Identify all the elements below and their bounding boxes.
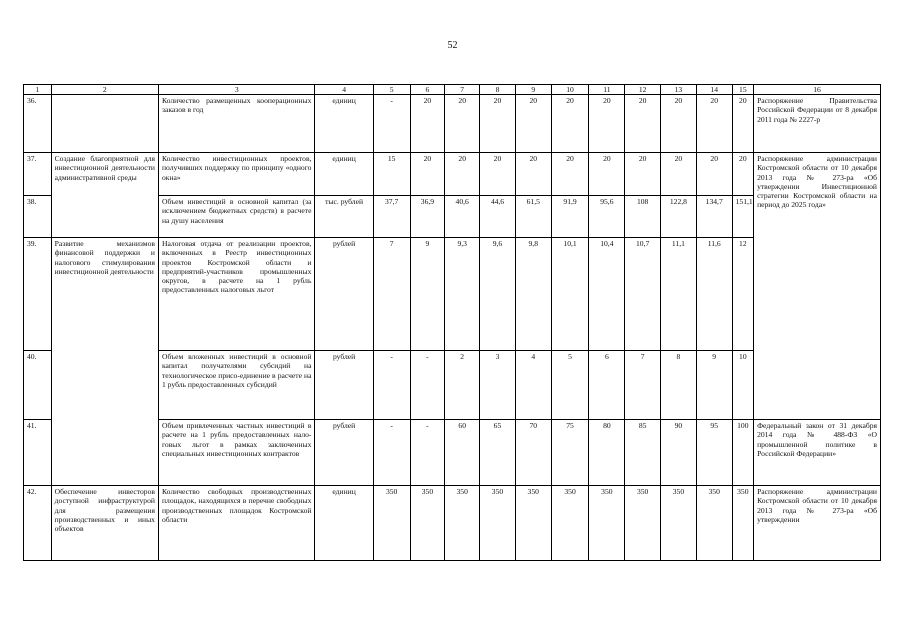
value-cell: 350 (732, 486, 753, 561)
column-header: 15 (732, 85, 753, 95)
value-cell: 61,5 (515, 196, 551, 238)
column-header: 11 (589, 85, 625, 95)
value-cell: 108 (625, 196, 661, 238)
value-cell: 20 (515, 153, 551, 196)
value-cell: 11,1 (661, 238, 697, 351)
value-cell: 75 (551, 420, 589, 486)
value-cell: 9 (410, 238, 445, 351)
value-cell: 3 (480, 351, 516, 420)
page-number: 52 (447, 40, 458, 51)
value-cell: 9 (696, 351, 732, 420)
value-cell: 36,9 (410, 196, 445, 238)
column-header: 7 (445, 85, 480, 95)
row-number: 42. (24, 486, 52, 561)
value-cell: - (373, 420, 410, 486)
value-cell: 350 (551, 486, 589, 561)
table-row (24, 95, 881, 153)
value-cell: 6 (589, 351, 625, 420)
value-cell: 2 (445, 351, 480, 420)
value-cell: 350 (410, 486, 445, 561)
indicators-table (23, 84, 881, 561)
value-cell: 20 (515, 95, 551, 153)
value-cell: 9,3 (445, 238, 480, 351)
header-row (24, 85, 881, 95)
goal-cell (51, 95, 158, 153)
value-cell: 40,6 (445, 196, 480, 238)
indicator-cell: Объем вложенных инвестиций в основной капитал получателями субсидий на технологическое присо-единение в расчете на 1 рубль предоставленных субсидий (158, 351, 314, 420)
value-cell: 20 (551, 153, 589, 196)
table-row (24, 153, 881, 196)
value-cell: 350 (589, 486, 625, 561)
column-header: 6 (410, 85, 445, 95)
unit-cell: рублей (315, 420, 373, 486)
value-cell: 20 (445, 153, 480, 196)
value-cell: 10,4 (589, 238, 625, 351)
basis-cell: Распоряжение администрации Костромской области от 10 декабря 2013 года № 273-ра «Об утверждении (754, 486, 881, 561)
indicator-cell: Налоговая отдача от реализации проектов, включенных в Реестр инвестиционных проектов Костромской области и предприятий-участников промышленных округов, в расчете на 1 рубль предоставленных налоговых льгот (158, 238, 314, 351)
table-row (24, 486, 881, 561)
value-cell: 20 (410, 95, 445, 153)
value-cell: 8 (661, 351, 697, 420)
value-cell: 5 (551, 351, 589, 420)
value-cell: 20 (480, 153, 516, 196)
basis-cell: Распоряжение Правительства Российской Федерации от 8 декабря 2011 года № 2227-р (754, 95, 881, 153)
value-cell: 151,1 (732, 196, 753, 238)
value-cell: 100 (732, 420, 753, 486)
column-header: 12 (625, 85, 661, 95)
value-cell: 95,6 (589, 196, 625, 238)
value-cell: 350 (480, 486, 516, 561)
value-cell: 90 (661, 420, 697, 486)
value-cell: 65 (480, 420, 516, 486)
value-cell: 70 (515, 420, 551, 486)
column-header: 2 (51, 85, 158, 95)
unit-cell: рублей (315, 238, 373, 351)
column-header: 3 (158, 85, 314, 95)
value-cell: 4 (515, 351, 551, 420)
value-cell: 20 (732, 153, 753, 196)
column-header: 13 (661, 85, 697, 95)
value-cell: 7 (625, 351, 661, 420)
value-cell: 10,1 (551, 238, 589, 351)
value-cell: 20 (589, 95, 625, 153)
goal-cell: Развитие механизмов финансовой поддержки и налогового стимулирования инвестиционной деятельности (51, 238, 158, 486)
column-header: 10 (551, 85, 589, 95)
column-header: 4 (315, 85, 373, 95)
value-cell: 10,7 (625, 238, 661, 351)
value-cell: 350 (445, 486, 480, 561)
value-cell: - (373, 351, 410, 420)
value-cell: 350 (515, 486, 551, 561)
value-cell: 12 (732, 238, 753, 351)
unit-cell: рублей (315, 351, 373, 420)
row-number: 41. (24, 420, 52, 486)
value-cell: 60 (445, 420, 480, 486)
value-cell: - (410, 351, 445, 420)
goal-cell: Обеспечение инвесторов доступной инфраструктурой для размещения производственных и иных объектов (51, 486, 158, 561)
basis-cell: Федеральный закон от 31 декабря 2014 года № 488-ФЗ «О промышленной политике в Российской Федерации» (754, 420, 881, 486)
value-cell: - (410, 420, 445, 486)
row-number: 39. (24, 238, 52, 351)
value-cell: 20 (696, 95, 732, 153)
value-cell: 20 (696, 153, 732, 196)
column-header: 5 (373, 85, 410, 95)
value-cell: 95 (696, 420, 732, 486)
value-cell: 350 (696, 486, 732, 561)
value-cell: 9,6 (480, 238, 516, 351)
value-cell: 20 (551, 95, 589, 153)
row-number: 36. (24, 95, 52, 153)
value-cell: 134,7 (696, 196, 732, 238)
indicator-cell: Количество размещенных кооперационных заказов в год (158, 95, 314, 153)
value-cell: 11,6 (696, 238, 732, 351)
value-cell: 350 (661, 486, 697, 561)
value-cell: 9,8 (515, 238, 551, 351)
value-cell: 10 (732, 351, 753, 420)
value-cell: 37,7 (373, 196, 410, 238)
unit-cell: единиц (315, 95, 373, 153)
column-header: 16 (754, 85, 881, 95)
value-cell: 15 (373, 153, 410, 196)
value-cell: 91,9 (551, 196, 589, 238)
value-cell: 44,6 (480, 196, 516, 238)
value-cell: 20 (732, 95, 753, 153)
row-number: 38. (24, 196, 52, 238)
column-header: 1 (24, 85, 52, 95)
value-cell: 7 (373, 238, 410, 351)
value-cell: 20 (625, 95, 661, 153)
row-number: 40. (24, 351, 52, 420)
table-row (24, 238, 881, 351)
value-cell: 85 (625, 420, 661, 486)
indicator-cell: Объем привлеченных частных инвестиций в расчете на 1 рубль предоставленных нало-говых льгот в рамках заключенных специальных инвестиционных контрактов (158, 420, 314, 486)
column-header: 8 (480, 85, 516, 95)
value-cell: 20 (661, 95, 697, 153)
value-cell: 20 (661, 153, 697, 196)
unit-cell: единиц (315, 153, 373, 196)
value-cell: 122,8 (661, 196, 697, 238)
row-number: 37. (24, 153, 52, 196)
value-cell: - (373, 95, 410, 153)
value-cell: 350 (373, 486, 410, 561)
value-cell: 20 (480, 95, 516, 153)
indicator-cell: Объем инвестиций в основной капитал (за исключением бюджетных средств) в расчете на душу населения (158, 196, 314, 238)
value-cell: 20 (445, 95, 480, 153)
column-header: 9 (515, 85, 551, 95)
unit-cell: тыс. рублей (315, 196, 373, 238)
value-cell: 20 (589, 153, 625, 196)
value-cell: 80 (589, 420, 625, 486)
value-cell: 20 (410, 153, 445, 196)
value-cell: 350 (625, 486, 661, 561)
value-cell: 20 (625, 153, 661, 196)
column-header: 14 (696, 85, 732, 95)
indicator-cell: Количество инвестиционных проектов, получивших поддержку по принципу «одного окна» (158, 153, 314, 196)
basis-cell: Распоряжение администрации Костромской области от 10 декабря 2013 года № 273-ра «Об утверждении Инвестиционной стратегии Костромской области на период до 2025 года» (754, 153, 881, 420)
indicator-cell: Количество свободных производственных площадок, находящихся в перечне свободных производственных площадок Костромской области (158, 486, 314, 561)
unit-cell: единиц (315, 486, 373, 561)
goal-cell: Создание благоприятной для инвестиционной деятельности административной среды (51, 153, 158, 238)
